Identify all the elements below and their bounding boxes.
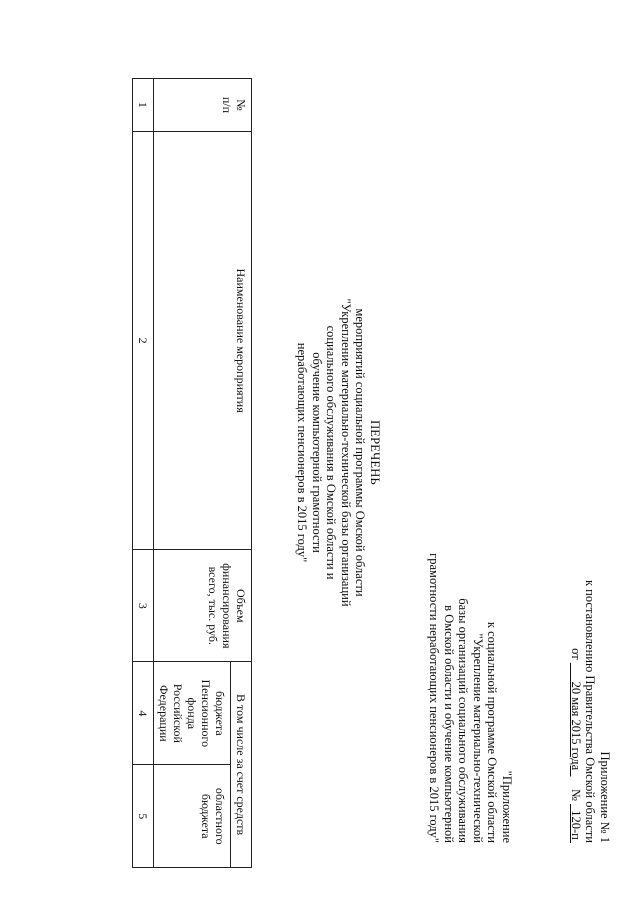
header-volume: Объем финансирования всего, тыс. руб. — [154, 550, 252, 662]
column-number-3: 3 — [133, 550, 154, 662]
column-number-1: 1 — [133, 79, 154, 132]
header-number: № п/п — [154, 79, 252, 132]
table-header-row — [231, 79, 252, 868]
date-prefix: от — [569, 648, 583, 660]
approval-line-2: к постановлению Правительства Омской области — [583, 579, 598, 843]
header-name: Наименование мероприятия — [154, 131, 252, 550]
document-heading — [295, 0, 382, 905]
number-prefix: № — [569, 788, 583, 801]
heading-line-2: "Укрепление материально-технической базы организаций — [339, 298, 353, 607]
program-appendix-line-2: к социальной программе Омской области — [485, 621, 500, 843]
column-number-4: 4 — [133, 662, 154, 765]
program-appendix-line-4: базы организаций социального обслуживания — [456, 598, 471, 843]
date-value: 20 мая 2015 года — [569, 681, 583, 771]
column-number-5: 5 — [133, 765, 154, 868]
program-appendix-line-6: грамотности неработающих пенсионеров в 2015 году" — [427, 553, 442, 843]
heading-line-5: неработающих пенсионеров в 2015 году" — [295, 342, 310, 563]
events-table — [132, 78, 252, 868]
approval-block — [569, 580, 613, 843]
heading-title: ПЕРЕЧЕНЬ — [368, 420, 382, 485]
number-value: 120-п — [569, 810, 583, 840]
table-row — [133, 79, 154, 868]
header-including: В том числе за счет средств — [231, 662, 252, 868]
heading-line-1: мероприятий социальной программы Омской области — [353, 308, 368, 597]
heading-line-3: социального обслуживания в Омской области и — [324, 325, 339, 580]
program-appendix-block — [427, 553, 514, 843]
approval-line-1: Приложение № 1 — [598, 751, 612, 843]
header-regional-budget: областного бюджета — [154, 765, 231, 868]
program-appendix-line-5: в Омской области и обучение компьютерной — [442, 605, 456, 843]
program-appendix-line-3: "Укрепление материально-технической — [471, 633, 485, 843]
program-appendix-line-1: "Приложение — [500, 770, 514, 843]
column-number-2: 2 — [133, 131, 154, 550]
approval-date-line — [569, 580, 584, 843]
heading-line-4: обучение компьютерной грамотности — [310, 352, 324, 553]
header-pension-fund: бюджета Пенсионного фонда Российской Федерации — [154, 662, 231, 765]
